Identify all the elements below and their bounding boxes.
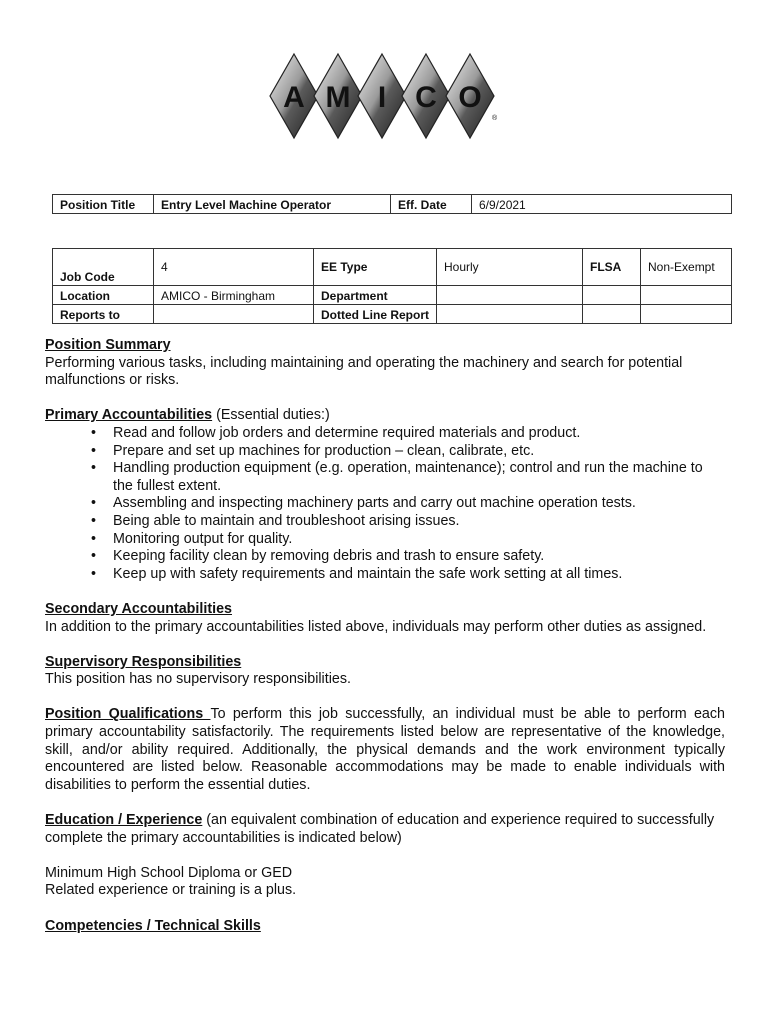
qualifications-text: To perform this job successfully, an individual must be able to perform each primary accountability satisfactorily. The requirements listed below are representative of the knowledge, skill, and/or ability required. Additionally, the physical demands and the work environment typically encountered are listed below. Reasonable accommodations may be made to enable individuals with disabilities to perform the essential duties. <box>45 706 725 793</box>
position-title-label: Position Title <box>53 195 154 214</box>
supervisory-section <box>45 654 725 689</box>
list-item: • Prepare and set up machines for production – clean, calibrate, etc. <box>113 443 725 461</box>
empty-cell <box>583 286 641 305</box>
logo-letter: C <box>415 81 437 114</box>
qualifications-section <box>45 706 725 794</box>
position-table <box>52 194 732 214</box>
list-item: • Assembling and inspecting machinery parts and carry out machine operation tests. <box>113 495 725 513</box>
position-title-value: Entry Level Machine Operator <box>154 195 391 214</box>
job-code-value: 4 <box>154 249 314 286</box>
secondary-accountabilities-text: In addition to the primary accountabilities listed above, individuals may perform other duties as assigned. <box>45 618 707 635</box>
secondary-accountabilities-heading: Secondary Accountabilities <box>45 600 232 617</box>
primary-duties-list <box>45 425 725 583</box>
empty-cell <box>641 305 732 324</box>
qualifications-heading: Position Qualifications <box>45 706 211 723</box>
job-description-body <box>45 337 725 935</box>
ee-type-label: EE Type <box>314 249 437 286</box>
registered-mark: ® <box>492 115 498 122</box>
empty-cell <box>641 286 732 305</box>
position-summary-heading: Position Summary <box>45 337 171 353</box>
amico-logo <box>268 50 500 142</box>
list-item: • Keep up with safety requirements and maintain the safe work setting at all times. <box>113 566 725 584</box>
logo-letter: O <box>458 81 482 114</box>
primary-accountabilities-section <box>45 407 725 583</box>
logo-letter: M <box>325 81 351 114</box>
education-section <box>45 812 725 847</box>
list-item: • Monitoring output for quality. <box>113 531 725 549</box>
education-heading: Education / Experience <box>45 812 203 829</box>
ee-type-value: Hourly <box>437 249 583 286</box>
department-label: Department <box>314 286 437 305</box>
location-value: AMICO - Birmingham <box>154 286 314 305</box>
secondary-accountabilities-section <box>45 601 725 636</box>
empty-cell <box>583 305 641 324</box>
competencies-heading: Competencies / Technical Skills <box>45 917 261 934</box>
department-value <box>437 286 583 305</box>
primary-accountabilities-note: (Essential duties:) <box>212 407 330 424</box>
supervisory-heading: Supervisory Responsibilities <box>45 653 242 670</box>
position-summary-text: Performing various tasks, including maintaining and operating the machinery and search for potential malfunctions or risks. <box>45 354 683 389</box>
list-item: • Keeping facility clean by removing debris and trash to ensure safety. <box>113 548 725 566</box>
reports-to-value <box>154 305 314 324</box>
flsa-value: Non-Exempt <box>641 249 732 286</box>
education-line-2: Related experience or training is a plus. <box>45 882 297 899</box>
eff-date-label: Eff. Date <box>391 195 472 214</box>
job-code-label: Job Code <box>53 249 154 286</box>
competencies-section <box>45 918 725 936</box>
job-details-table <box>52 248 732 324</box>
flsa-label: FLSA <box>583 249 641 286</box>
list-item: • Read and follow job orders and determine required materials and product. <box>113 425 725 443</box>
location-label: Location <box>53 286 154 305</box>
reports-to-label: Reports to <box>53 305 154 324</box>
dotted-line-report-label: Dotted Line Report <box>314 305 437 324</box>
primary-accountabilities-heading: Primary Accountabilities <box>45 407 213 424</box>
position-summary-section <box>45 337 725 390</box>
dotted-line-report-value <box>437 305 583 324</box>
list-item: • Being able to maintain and troubleshoot arising issues. <box>113 513 725 531</box>
supervisory-text: This position has no supervisory responsibilities. <box>45 671 351 688</box>
eff-date-value: 6/9/2021 <box>472 195 732 214</box>
list-item: • Handling production equipment (e.g. operation, maintenance); control and run the machine to the fullest extent. <box>113 460 725 495</box>
education-requirements <box>45 865 725 900</box>
education-line-1: Minimum High School Diploma or GED <box>45 864 293 881</box>
logo-letter: A <box>283 81 305 114</box>
education-note: (an equivalent combination of education and experience required to successfully complete the primary accountabilities is indicated below) <box>45 812 715 846</box>
logo-letter: I <box>377 81 387 114</box>
